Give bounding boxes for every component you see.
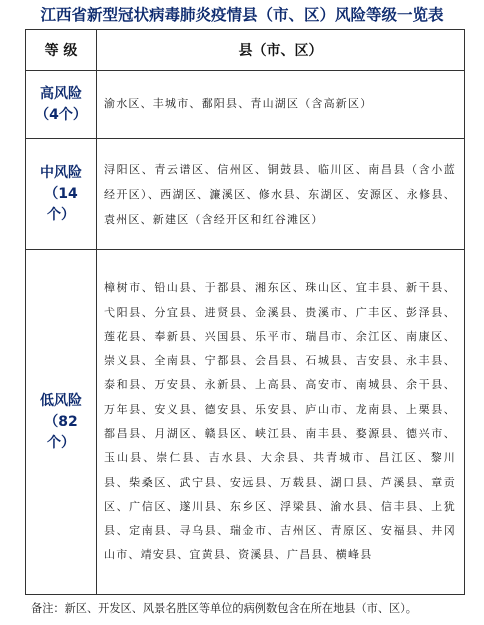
level-count-high: （4个） [35, 106, 87, 123]
table-row-low-risk [26, 250, 465, 595]
page-title: 江西省新型冠状病毒肺炎疫情县（市、区）风险等级一览表 [40, 6, 444, 24]
level-name-medium: 中风险 [40, 164, 82, 181]
level-cell-medium [26, 139, 97, 250]
area-list-high: 渝水区、丰城市、鄱阳县、青山湖区（含高新区） [97, 71, 465, 139]
header-level: 等 级 [26, 30, 97, 71]
area-list-medium: 浔阳区、青云谱区、信州区、铜鼓县、临川区、南昌县（含小蓝经开区）、西湖区、濂溪区、修水县、东湖区、安源区、永修县、袁州区、新建区（含经开区和红谷滩区） [97, 139, 465, 250]
level-cell-high [26, 71, 97, 139]
footnote: 备注：新区、开发区、风景名胜区等单位的病例数包含在所在地县（市、区）。 [31, 602, 417, 615]
table-header-row [26, 30, 465, 71]
area-list-low: 樟树市、铅山县、于都县、湘东区、珠山区、宜丰县、新干县、弋阳县、分宜县、进贤县、金溪县、贵溪市、广丰区、彭泽县、莲花县、奉新县、兴国县、乐平市、瑞昌市、余江区、南康区、崇义县、全南县、宁都县、会昌县、石城县、吉安县、永丰县、泰和县、万安县、永新县、上高县、高安市、南城县、余干县、万年县、安义县、德安县、乐安县、庐山市、龙南县、上栗县、都昌县、月湖区、赣县区、峡江县、南丰县、婺源县、德兴市、玉山县、崇仁县、吉水县、大余县、共青城市、昌江区、黎川县、柴桑区、武宁县、安远县、万载县、湖口县、芦溪县、章贡区、广信区、遂川县、东乡区、浮梁县、渝水县、信丰县、上犹县、定南县、寻乌县、瑞金市、吉州区、青原区、安福县、井冈山市、靖安县、宜黄县、资溪县、广昌县、横峰县 [97, 250, 465, 595]
level-name-low: 低风险 [40, 392, 82, 409]
table-row-high-risk [26, 71, 465, 139]
level-count-medium: （14个） [44, 185, 78, 223]
level-cell-low [26, 250, 97, 595]
level-count-low: （82个） [44, 413, 78, 451]
header-area: 县（市、区） [97, 30, 465, 71]
table-row-medium-risk [26, 139, 465, 250]
risk-level-table [25, 29, 465, 595]
level-name-high: 高风险 [40, 85, 82, 102]
